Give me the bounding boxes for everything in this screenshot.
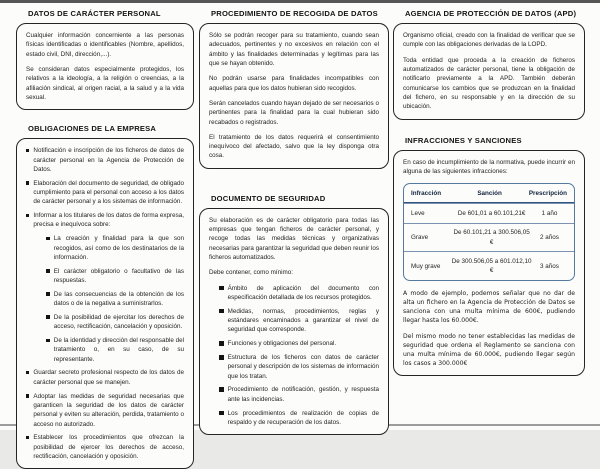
sub-list-item: [46, 267, 184, 286]
bullet-square-icon: [26, 436, 29, 439]
paragraph: Se consideran datos especialmente protegidos, los relativos a la ideología, a la religión o creencias, a la afiliación sindical, al origen racial, a la salud y a la vida sexual.: [26, 65, 184, 101]
sub-list-item: [46, 313, 184, 332]
section-infracciones-sanciones: [393, 136, 585, 377]
bullet-square-icon: [46, 292, 49, 295]
example-note: A modo de ejemplo, podemos señalar que no dar de alta un fichero en la Agencia de Protección de Datos se sanciona con una multa mínima de 600€, pudiendo llegar hasta los 60.000€.: [403, 290, 575, 325]
paragraph: Serán cancelados cuando hayan dejado de ser necesarios o pertinentes para la finalidad para la cual hubieran sido recabados o registrados.: [209, 99, 379, 126]
obligaciones-box: [16, 138, 194, 469]
column-header: Prescripción: [528, 189, 567, 197]
section-title: INFRACCIONES Y SANCIONES: [405, 135, 522, 145]
table-cell: Muy grave: [411, 262, 441, 270]
column-header: Infracción: [411, 189, 442, 197]
section-title: DATOS DE CARÁCTER PERSONAL: [28, 9, 161, 18]
table-cell: De 300.506,05 a 601.012,10 €: [451, 257, 532, 275]
seguridad-list: [219, 284, 379, 428]
bullet-square-icon: [46, 339, 49, 342]
list-item: [26, 433, 184, 461]
column-middle: [199, 9, 389, 435]
bullet-square-icon: [219, 341, 224, 346]
bullet-square-icon: [46, 237, 49, 240]
paragraph: No podrán usarse para finalidades incompatibles con aquellas para que los datos hubieran sido recogidos.: [209, 75, 379, 92]
bullet-square-icon: [219, 286, 224, 291]
list-item-text: Medidas, normas, procedimientos, reglas y estándares encaminados a garantizar el nivel de seguridad que corresponde.: [227, 307, 379, 334]
table-cell: 1 año: [541, 209, 558, 217]
list-item: [26, 146, 184, 174]
paragraph: Toda entidad que proceda a la creación de ficheros automatizados de carácter personal, tiene la obligación de notificarlo previamente a la APD. También deberán comunicarse los cambios que se produzcan en la finalidad del fichero, en su responsable y en la dirección de su ubicación.: [403, 56, 575, 111]
list-item: [26, 392, 184, 429]
list-item: [219, 284, 379, 303]
list-item-text: Notificación e inscripción de los ficheros de datos de carácter personal en la Agencia de Protección de Datos.: [33, 147, 184, 173]
example-note: Del mismo modo no tener establecidas las medidas de seguridad que ordena el Reglamento se sanciona con una multa mínima de 60.000€, pudiendo llegar según los casos a 300.000€: [403, 332, 575, 367]
bullet-square-icon: [46, 315, 49, 318]
sub-list-item: [46, 290, 184, 309]
sub-list-item-text: De la identidad y dirección del responsable del tratamiento o, en su caso, de su representante.: [53, 337, 184, 363]
sub-list-item: [46, 234, 184, 262]
sub-list-item-text: El carácter obligatorio o facultativo de las respuestas.: [53, 267, 184, 284]
section-recogida-datos: [199, 9, 389, 169]
list-item-text: Estructura de los ficheros con datos de carácter personal y descripción de los sistemas de información que los tratan.: [227, 354, 379, 380]
list-item-text: Adoptar las medidas de seguridad necesarias que garanticen la seguridad de los datos de carácter personal y eviten su alteración, perdida, tratamiento o acceso no autorizado.: [33, 392, 184, 428]
bullet-square-icon: [46, 269, 49, 272]
list-item-text: Procedimiento de notificación, gestión, y respuesta ante las incidencias.: [227, 386, 379, 403]
bullet-square-icon: [219, 411, 224, 416]
list-item-text: Guardar secreto profesional respecto de los datos de carácter personal que se manejen.: [33, 369, 184, 386]
table-row: [404, 223, 574, 252]
paragraph: Sólo se podrán recoger para su tratamiento, cuando sean adecuados, pertinentes y no excesivos en relación con el ámbito y las finalidades determinadas y legítimas para las que se hayan obtenido.: [209, 32, 379, 67]
list-item-label: Informar a los titulares de los datos de forma expresa, precisa e inequívoca sobre:: [33, 212, 184, 229]
list-item: [26, 179, 184, 207]
list-item: [26, 368, 184, 387]
section-documento-seguridad: [199, 194, 389, 435]
table-cell: Grave: [411, 233, 429, 241]
section-agencia-proteccion-datos: [393, 9, 585, 120]
sanctions-table: [403, 183, 575, 281]
bullet-square-icon: [219, 309, 224, 314]
bullet-square-icon: [26, 181, 29, 184]
list-item: [219, 339, 379, 348]
list-item: [26, 211, 184, 364]
section-title: DOCUMENTO DE SEGURIDAD: [211, 193, 326, 203]
section-datos-personales: [16, 9, 194, 110]
table-cell: De 60.101,21 a 300.506,05 €: [453, 229, 530, 246]
table-cell: De 601,01 a 60.101,21€: [457, 209, 526, 217]
section-title: AGENCIA DE PROTECCIÓN DE DATOS (APD): [405, 9, 577, 18]
table-row: [404, 251, 574, 280]
list-item-text: Los procedimientos de realización de copias de respaldo y de recuperación de los datos.: [227, 409, 379, 426]
table-cell: 3 años: [540, 262, 559, 270]
table-cell: Leve: [411, 209, 425, 217]
table-cell: 2 años: [540, 233, 559, 241]
table-header-row: [404, 184, 574, 203]
infracciones-box: [393, 150, 585, 377]
datos-personales-box: [16, 23, 194, 110]
paragraph: Cualquier información concerniente a las personas físicas identificadas o identificables (Nombre, apellidos, estado civil, DNI, dirección,...).: [26, 32, 184, 58]
list-item: [219, 409, 379, 428]
sublist: [46, 234, 184, 364]
list-item-text: Ámbito de aplicación del documento con especificación detallada de los recursos protegidos.: [227, 284, 379, 301]
bullet-square-icon: [26, 149, 29, 152]
sub-list-item-text: De las consecuencias de la obtención de los datos o de la negativa a suministrarlos.: [53, 290, 184, 308]
column-right: [393, 9, 585, 376]
list-item: [219, 307, 379, 335]
section-title: OBLIGACIONES DE LA EMPRESA: [28, 124, 157, 134]
sub-list-item-text: De la posibilidad de ejercitar los derechos de acceso, rectificación, cancelación y oposición.: [53, 313, 184, 331]
list-item-text: [33, 211, 184, 364]
documento-seguridad-box: [199, 208, 389, 435]
bullet-square-icon: [26, 371, 29, 374]
bullet-square-icon: [26, 394, 29, 397]
sub-list-item: [46, 336, 184, 364]
bullet-square-icon: [219, 387, 224, 392]
list-item: [219, 385, 379, 404]
table-row: [404, 203, 574, 222]
section-title: PROCEDIMIENTO DE RECOGIDA DE DATOS: [211, 9, 378, 18]
list-item-text: Establecer los procedimientos que ofrezcan la posibilidad de ejercer los derechos de acceso, rectificación, cancelación y oposición.: [33, 434, 184, 460]
scan-edge-top: [0, 0, 600, 3]
recogida-box: [199, 23, 389, 169]
apd-box: [393, 23, 585, 120]
paragraph: En caso de incumplimiento de la normativa, puede incurrir en alguna de las siguientes infracciones:: [403, 158, 575, 175]
list-label: Debe contener, como mínimo:: [209, 269, 293, 277]
list-item-text: Funciones y obligaciones del personal.: [227, 340, 337, 348]
column-left: [16, 9, 194, 469]
sub-list-item-text: La creación y finalidad para la que son recogidos, así como de los destinatarios de la información.: [53, 235, 184, 261]
bullet-square-icon: [219, 355, 224, 360]
paragraph: Su elaboración es de carácter obligatorio para todas las empresas que tengan ficheros de carácter personal, y recoge todas las medidas técnicas y organizativas necesarias para garantizar la seguridad que deben reunir los ficheros automatizados.: [209, 216, 379, 261]
paragraph: Organismo oficial, creado con la finalidad de verificar que se cumple con las obligaciones derivadas de la LOPD.: [403, 32, 575, 49]
column-header: Sanción: [477, 189, 502, 197]
list-item: [219, 353, 379, 381]
list-item-text: Elaboración del documento de seguridad, de obligado cumplimiento para el personal con acceso a los datos de carácter personal y a los sistemas de información.: [33, 179, 184, 206]
section-obligaciones-empresa: [16, 124, 194, 469]
paragraph: El tratamiento de los datos requerirá el consentimiento inequívoco del afectado, salvo que la ley disponga otra cosa.: [209, 133, 379, 160]
bullet-square-icon: [26, 214, 29, 217]
